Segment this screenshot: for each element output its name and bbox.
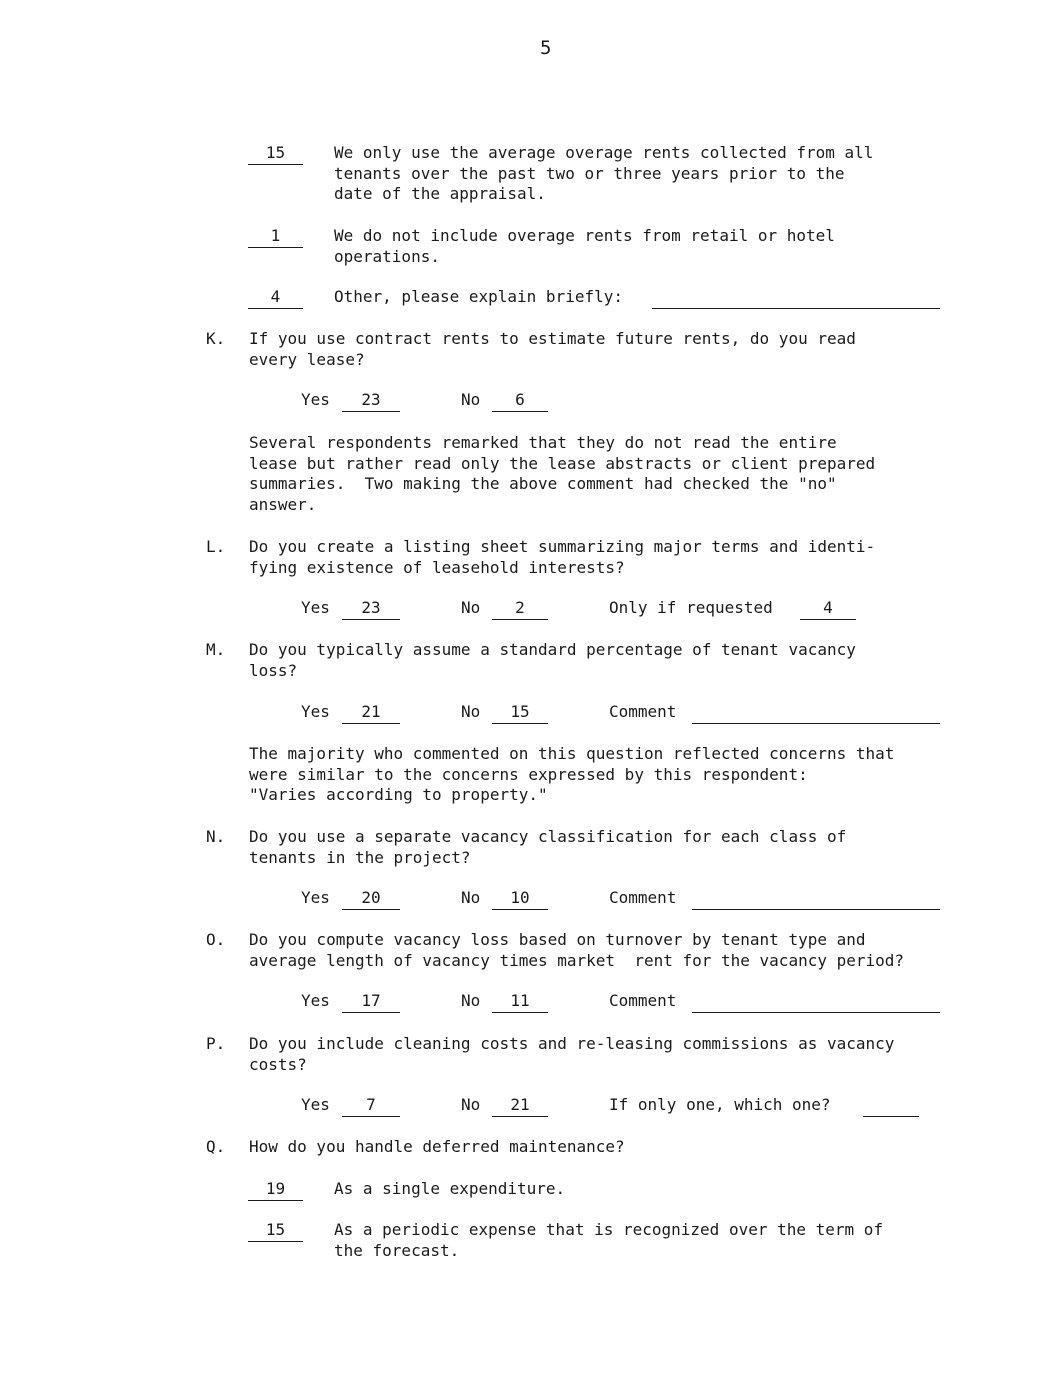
only-if-requested-count: 4 <box>800 598 856 620</box>
yes-count: 21 <box>342 702 400 724</box>
question-text: Do you compute vacancy loss based on turnover by tenant type and average length of vacancy times market rent for the vacancy period? <box>249 930 905 970</box>
respondent-note: Several respondents remarked that they do not read the entire lease but rather read only the lease abstracts or client prepared summaries. Two making the above comment had checked the "no" answer. <box>249 433 876 514</box>
question-letter: O. <box>206 930 226 949</box>
question-text: Do you use a separate vacancy classification for each class of tenants in the project? <box>249 827 847 867</box>
no-label: No <box>461 888 481 907</box>
yes-count: 20 <box>342 888 400 910</box>
comment-label: Comment <box>609 888 677 907</box>
no-count: 6 <box>492 390 548 412</box>
comment-blank <box>692 888 940 910</box>
question-letter: N. <box>206 827 226 846</box>
page-number: 5 <box>540 37 552 59</box>
yes-count: 23 <box>342 390 400 412</box>
yes-label: Yes <box>301 702 330 721</box>
yes-label: Yes <box>301 888 330 907</box>
no-count: 10 <box>492 888 548 910</box>
only-if-requested-label: Only if requested <box>609 598 773 617</box>
question-text: Do you create a listing sheet summarizing major terms and identi- fying existence of leasehold interests? <box>249 537 876 577</box>
which-one-blank <box>863 1095 919 1117</box>
option-text: As a single expenditure. <box>334 1179 566 1198</box>
question-letter: M. <box>206 640 226 659</box>
question-text: Do you include cleaning costs and re-leasing commissions as vacancy costs? <box>249 1034 895 1074</box>
question-letter: K. <box>206 329 226 348</box>
no-count: 2 <box>492 598 548 620</box>
yes-label: Yes <box>301 991 330 1010</box>
option-text: We do not include overage rents from retail or hotel operations. <box>334 226 835 266</box>
question-letter: Q. <box>206 1137 226 1156</box>
which-one-label: If only one, which one? <box>609 1095 831 1114</box>
respondent-note: The majority who commented on this question reflected concerns that were similar to the concerns expressed by this respondent: "Varies according to property." <box>249 744 895 804</box>
no-label: No <box>461 390 481 409</box>
question-text: If you use contract rents to estimate future rents, do you read every lease? <box>249 329 856 369</box>
option-count-blank: 15 <box>248 143 303 165</box>
no-label: No <box>461 1095 481 1114</box>
option-count-blank: 15 <box>248 1220 303 1242</box>
no-count: 15 <box>492 702 548 724</box>
comment-blank <box>692 991 940 1013</box>
question-text: How do you handle deferred maintenance? <box>249 1137 625 1156</box>
question-letter: P. <box>206 1034 226 1053</box>
no-label: No <box>461 598 481 617</box>
comment-label: Comment <box>609 702 677 721</box>
no-count: 11 <box>492 991 548 1013</box>
comment-label: Comment <box>609 991 677 1010</box>
question-letter: L. <box>206 537 226 556</box>
yes-count: 7 <box>342 1095 400 1117</box>
yes-label: Yes <box>301 598 330 617</box>
option-text: As a periodic expense that is recognized over the term of the forecast. <box>334 1220 884 1260</box>
option-count-blank: 1 <box>248 226 303 248</box>
no-count: 21 <box>492 1095 548 1117</box>
yes-count: 17 <box>342 991 400 1013</box>
option-count-blank: 19 <box>248 1179 303 1201</box>
yes-label: Yes <box>301 390 330 409</box>
option-text: We only use the average overage rents collected from all tenants over the past two or three years prior to the date of the appraisal. <box>334 143 874 203</box>
question-text: Do you typically assume a standard percentage of tenant vacancy loss? <box>249 640 856 680</box>
option-count-blank: 4 <box>248 287 303 309</box>
no-label: No <box>461 702 481 721</box>
yes-label: Yes <box>301 1095 330 1114</box>
option-text: Other, please explain briefly: <box>334 287 623 306</box>
explain-blank <box>652 287 940 309</box>
no-label: No <box>461 991 481 1010</box>
comment-blank <box>692 702 940 724</box>
yes-count: 23 <box>342 598 400 620</box>
